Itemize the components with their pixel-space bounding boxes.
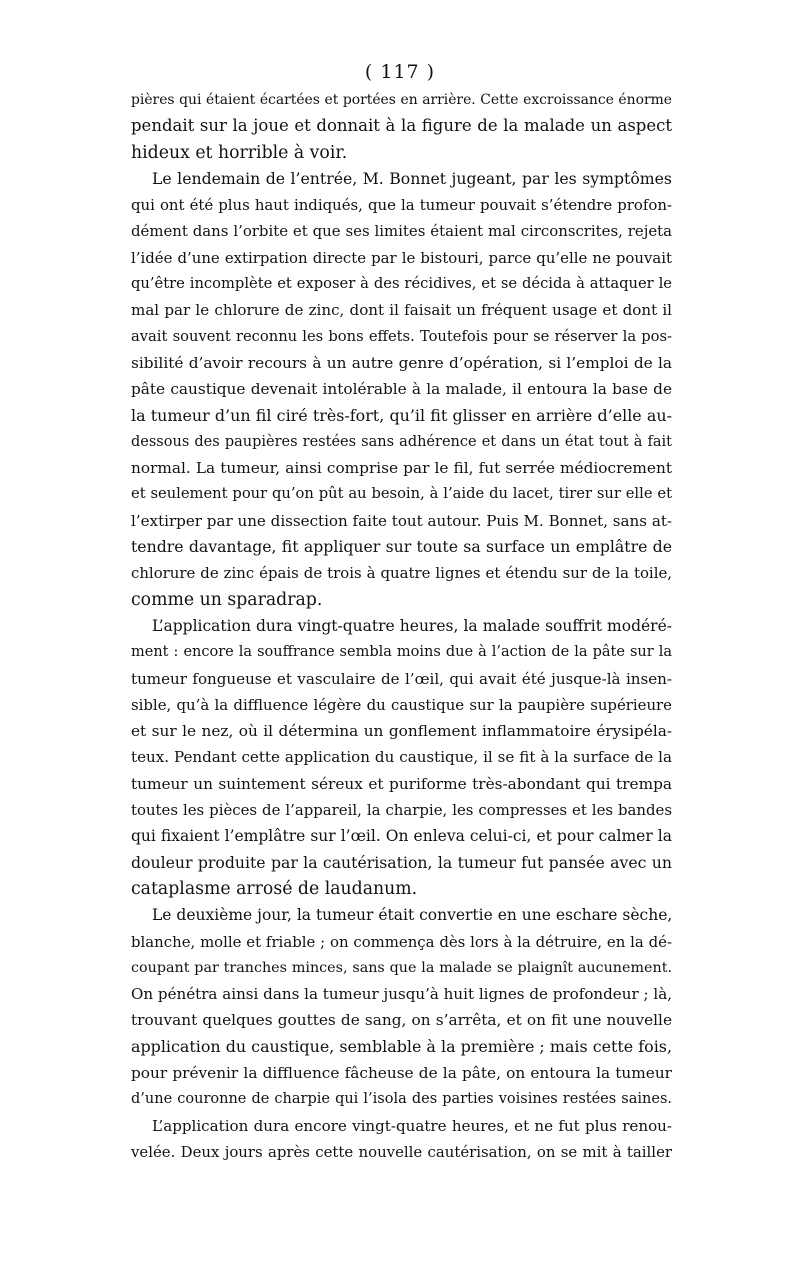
text-line: la tumeur d’un fil ciré très-fort, qu’il fit glisser en arrière d’elle au-: [131, 405, 672, 425]
text-line: pâte caustique devenait intolérable à la malade, il entoura la base de: [131, 380, 672, 399]
text-line: sibilité d’avoir recours à un autre genre d’opération, si l’emploi de la: [131, 353, 672, 372]
text-line: ment : encore la souffrance sembla moins due à l’action de la pâte sur la: [131, 644, 672, 661]
text-line: L’application dura vingt-quatre heures, la malade souffrit modéré-: [152, 616, 672, 635]
text-line: coupant par tranches minces, sans que la malade se plaignît aucunement.: [131, 959, 672, 976]
text-line: douleur produite par la cautérisation, la tumeur fut pansée avec un: [131, 852, 672, 872]
text-line: d’une couronne de charpie qui l’isola des parties voisines restées saines.: [131, 1091, 672, 1108]
text-line: Le deuxième jour, la tumeur était convertie en une eschare sèche,: [152, 906, 672, 925]
text-line: velée. Deux jours après cette nouvelle cautérisation, on se mit à tailler: [131, 1142, 672, 1161]
text-line: qui ont été plus haut indiqués, que la tumeur pouvait s’étendre profon-: [131, 196, 672, 215]
text-line: avait souvent reconnu les bons effets. Toutefois pour se réserver la pos-: [131, 327, 672, 345]
text-line: pour prévenir la diffluence fâcheuse de la pâte, on entoura la tumeur: [131, 1063, 672, 1082]
text-line: toutes les pièces de l’appareil, la charpie, les compresses et les bandes: [131, 801, 672, 820]
text-line: chlorure de zinc épais de trois à quatre lignes et étendu sur de la toile,: [131, 564, 672, 583]
text-line: sible, qu’à la diffluence légère du caustique sur la paupière supérieure: [131, 695, 672, 714]
text-line: trouvant quelques gouttes de sang, on s’arrêta, et on fit une nouvelle: [131, 1011, 672, 1030]
text-line: et seulement pour qu’on pût au besoin, à l’aide du lacet, tirer sur elle et: [131, 485, 672, 503]
text-line: comme un sparadrap.: [131, 589, 323, 610]
text-line: hideux et horrible à voir.: [131, 142, 348, 163]
text-line: dessous des paupières restées sans adhérence et dans un état tout à fait: [131, 433, 672, 450]
text-line: application du caustique, semblable à la première ; mais cette fois,: [131, 1036, 672, 1056]
text-line: blanche, molle et friable ; on commença dès lors à la détruire, en la dé-: [131, 932, 672, 951]
page-number: ( 117 ): [364, 61, 436, 83]
text-line: normal. La tumeur, ainsi comprise par le fil, fut serrée médiocrement: [131, 459, 672, 478]
body-text: [131, 87, 672, 1165]
text-line: teux. Pendant cette application du caustique, il se fit à la surface de la: [131, 748, 672, 767]
text-line: tendre davantage, fit appliquer sur toute sa surface un emplâtre de: [131, 537, 672, 557]
text-line: tumeur un suintement séreux et puriforme très-abondant qui trempa: [131, 774, 672, 793]
text-line: dément dans l’orbite et que ses limites étaient mal circonscrites, rejeta: [131, 222, 672, 241]
text-line: cataplasme arrosé de laudanum.: [131, 878, 418, 899]
text-line: et sur le nez, où il détermina un gonflement inflammatoire érysipéla-: [131, 722, 672, 741]
text-line: tumeur fongueuse et vasculaire de l’œil, qui avait été jusque-là insen-: [131, 669, 672, 688]
text-line: L’application dura encore vingt-quatre heures, et ne fut plus renou-: [152, 1116, 672, 1135]
text-line: l’extirper par une dissection faite tout autour. Puis M. Bonnet, sans at-: [131, 511, 672, 530]
text-line: l’idée d’une extirpation directe par le bistouri, parce qu’elle ne pouvait: [131, 248, 672, 267]
text-line: mal par le chlorure de zinc, dont il faisait un fréquent usage et dont il: [131, 301, 672, 320]
text-line: qui fixaient l’emplâtre sur l’œil. On enleva celui-ci, et pour calmer la: [131, 827, 672, 846]
text-line: Le lendemain de l’entrée, M. Bonnet jugeant, par les symptômes: [152, 168, 672, 188]
text-line: On pénétra ainsi dans la tumeur jusqu’à huit lignes de profondeur ; là,: [131, 985, 672, 1004]
text-line: pendait sur la joue et donnait à la figure de la malade un aspect: [131, 116, 672, 136]
text-line: pières qui étaient écartées et portées en arrière. Cette excroissance énorme: [131, 92, 672, 108]
text-line: qu’être incomplète et exposer à des récidives, et se décida à attaquer le: [131, 275, 672, 293]
